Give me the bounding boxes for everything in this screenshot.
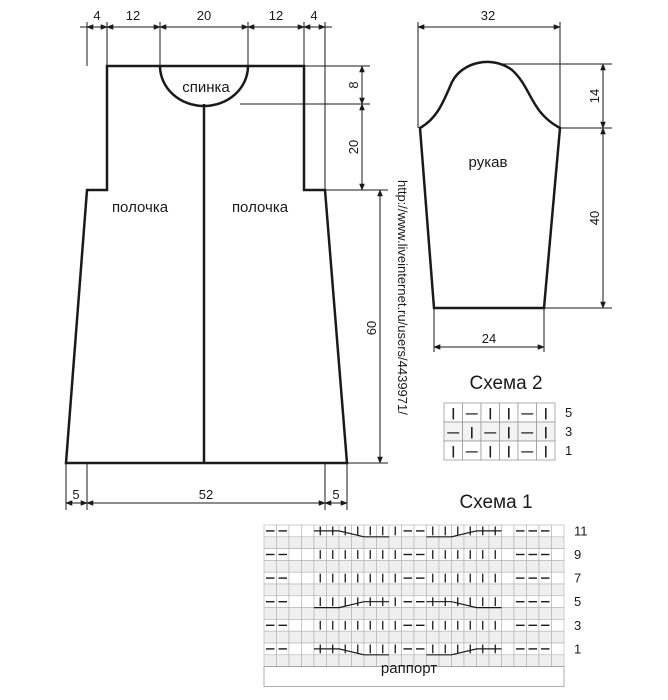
scheme1-cell xyxy=(302,596,315,608)
scheme1-cell xyxy=(277,631,290,643)
scheme1-cell xyxy=(264,584,277,596)
scheme1-cell xyxy=(489,560,502,572)
scheme1-cell xyxy=(289,537,302,549)
scheme1-cell xyxy=(302,525,315,537)
scheme1-cell xyxy=(302,584,315,596)
scheme1-cell xyxy=(352,608,365,620)
scheme1-cell xyxy=(439,584,452,596)
scheme1-cell xyxy=(377,608,390,620)
scheme1-cell xyxy=(327,537,340,549)
scheme1-cell xyxy=(289,608,302,620)
dim-neck-depth: 8 xyxy=(346,81,361,89)
scheme1-cell xyxy=(502,631,515,643)
scheme2-row-number: 3 xyxy=(565,424,573,439)
knit-symbol: | xyxy=(507,425,511,439)
scheme1-cell xyxy=(302,631,315,643)
scheme1-cell xyxy=(364,608,377,620)
scheme1-cell xyxy=(402,608,415,620)
purl-symbol: — xyxy=(521,425,534,439)
scheme1-cell xyxy=(277,655,290,667)
scheme1-cell xyxy=(289,584,302,596)
scheme1-cell xyxy=(502,549,515,561)
scheme1-cell xyxy=(514,655,527,667)
scheme1-row-number: 9 xyxy=(574,547,582,562)
scheme1-cell xyxy=(302,537,315,549)
scheme1-cell xyxy=(464,608,477,620)
scheme1-cell xyxy=(377,537,390,549)
scheme1-row-number: 1 xyxy=(574,641,582,657)
scheme1-cell xyxy=(502,608,515,620)
scheme1-cell xyxy=(402,537,415,549)
purl-symbol: — xyxy=(465,406,478,420)
scheme1-cell xyxy=(264,631,277,643)
scheme1-cell xyxy=(502,596,515,608)
dim-top-4: 4 xyxy=(310,8,318,23)
purl-symbol: — xyxy=(465,444,478,458)
scheme1-cell xyxy=(502,525,515,537)
scheme1-cell xyxy=(339,584,352,596)
label-back: спинка xyxy=(182,79,230,96)
scheme1-cell xyxy=(302,572,315,584)
watermark-url: http://www.liveinternet.ru/users/4439971/ xyxy=(395,180,410,415)
scheme1-cell xyxy=(552,549,565,561)
scheme1-cell xyxy=(302,619,315,631)
purl-symbol: — xyxy=(521,444,534,458)
repeat-label: раппорт xyxy=(380,660,438,677)
scheme1-cell xyxy=(414,537,427,549)
scheme1-cell xyxy=(452,608,465,620)
scheme1-cell xyxy=(464,631,477,643)
scheme1-cell xyxy=(464,537,477,549)
scheme1-cell xyxy=(552,631,565,643)
sleeve-outline xyxy=(420,62,560,308)
scheme1-cell xyxy=(364,537,377,549)
knit-symbol: | xyxy=(451,444,455,458)
scheme1-cell xyxy=(289,525,302,537)
scheme1-cell xyxy=(452,560,465,572)
scheme1-cell xyxy=(389,608,402,620)
label-sleeve: рукав xyxy=(468,154,508,171)
scheme1-cell xyxy=(377,584,390,596)
scheme1-cell xyxy=(277,608,290,620)
scheme1-cell xyxy=(302,608,315,620)
scheme1-cell xyxy=(477,560,490,572)
scheme1-cell xyxy=(514,608,527,620)
purl-symbol: — xyxy=(484,425,497,439)
scheme1-cell xyxy=(514,537,527,549)
scheme1-cell xyxy=(477,537,490,549)
scheme1-cell xyxy=(427,584,440,596)
scheme1-cell xyxy=(439,608,452,620)
scheme1-cell xyxy=(452,631,465,643)
scheme1-cell xyxy=(364,584,377,596)
scheme1-cell xyxy=(539,631,552,643)
scheme1-cell xyxy=(289,596,302,608)
scheme1-cell xyxy=(489,537,502,549)
scheme1-cell xyxy=(352,584,365,596)
scheme1-cell xyxy=(289,655,302,667)
scheme1-cell xyxy=(314,537,327,549)
purl-symbol: — xyxy=(447,425,460,439)
scheme1-cell xyxy=(464,560,477,572)
dim-sleeve-length: 40 xyxy=(587,210,602,226)
scheme1-cell xyxy=(477,631,490,643)
scheme1-cell xyxy=(377,631,390,643)
scheme1-cell xyxy=(264,608,277,620)
dim-bottom-1: 52 xyxy=(198,487,214,502)
scheme1-cell xyxy=(314,655,327,667)
scheme1-cell xyxy=(464,584,477,596)
scheme1-cell xyxy=(502,572,515,584)
sleeve-piece xyxy=(420,62,560,308)
knit-symbol: | xyxy=(470,425,474,439)
scheme1-cell xyxy=(427,631,440,643)
dim-bottom-0: 5 xyxy=(72,487,80,502)
body-piece xyxy=(66,66,347,463)
dim-length: 60 xyxy=(364,320,379,336)
scheme1-cell xyxy=(302,549,315,561)
scheme1-cell xyxy=(339,608,352,620)
scheme1-cell xyxy=(527,655,540,667)
scheme1-cell xyxy=(552,560,565,572)
scheme1-cell xyxy=(502,643,515,655)
scheme1-row-number: 7 xyxy=(574,570,582,586)
scheme1-cell xyxy=(439,560,452,572)
scheme1-cell xyxy=(527,584,540,596)
scheme1-cell xyxy=(414,631,427,643)
scheme1-cell xyxy=(264,655,277,667)
scheme1-cell xyxy=(389,631,402,643)
scheme1-cell xyxy=(327,560,340,572)
scheme1-cell xyxy=(389,537,402,549)
scheme1-cell xyxy=(552,596,565,608)
scheme1-cell xyxy=(539,608,552,620)
scheme1-cell xyxy=(314,560,327,572)
scheme2-title: Схема 2 xyxy=(469,373,543,394)
scheme1-cell xyxy=(552,643,565,655)
scheme1-cell xyxy=(539,537,552,549)
scheme1-cell xyxy=(277,537,290,549)
scheme1-cell xyxy=(289,643,302,655)
scheme1-cell xyxy=(277,584,290,596)
scheme1-cell xyxy=(352,655,365,667)
scheme1-cell xyxy=(402,631,415,643)
scheme1-cell xyxy=(289,572,302,584)
scheme1-cell xyxy=(527,631,540,643)
scheme1-cell xyxy=(489,655,502,667)
scheme1-cell xyxy=(302,560,315,572)
scheme1-cell xyxy=(389,560,402,572)
scheme1-cell xyxy=(452,584,465,596)
dim-top-3: 12 xyxy=(268,8,284,23)
scheme1-cell xyxy=(502,560,515,572)
scheme1-cell xyxy=(402,584,415,596)
scheme1-cell xyxy=(427,537,440,549)
scheme1-cell xyxy=(327,608,340,620)
scheme1-cell xyxy=(289,560,302,572)
scheme1-row-number: 5 xyxy=(574,594,582,610)
scheme1-cell xyxy=(552,584,565,596)
scheme1-cell xyxy=(464,655,477,667)
knit-symbol: | xyxy=(544,406,548,420)
scheme1-cell xyxy=(439,537,452,549)
scheme2-grid xyxy=(444,403,572,460)
scheme1-cell xyxy=(552,619,565,631)
scheme1-cell xyxy=(477,608,490,620)
scheme1-cell xyxy=(502,584,515,596)
dim-sleeve-top: 32 xyxy=(480,8,496,23)
scheme1-cell xyxy=(352,537,365,549)
scheme1-cell xyxy=(502,619,515,631)
scheme1-cell xyxy=(352,560,365,572)
dim-sleeve-bottom: 24 xyxy=(481,331,497,346)
scheme1-cell xyxy=(489,631,502,643)
scheme1-cell xyxy=(289,631,302,643)
scheme1-cell xyxy=(452,655,465,667)
dim-top-2: 20 xyxy=(196,8,212,23)
scheme1-cell xyxy=(489,584,502,596)
scheme1-cell xyxy=(514,631,527,643)
scheme1-cell xyxy=(302,655,315,667)
scheme1-cell xyxy=(327,584,340,596)
scheme1-cell xyxy=(364,655,377,667)
scheme1-title: Схема 1 xyxy=(459,492,533,513)
scheme1-cell xyxy=(552,608,565,620)
scheme1-cell xyxy=(339,631,352,643)
scheme1-cell xyxy=(277,560,290,572)
dim-bottom-2: 5 xyxy=(332,487,340,502)
scheme1-cell xyxy=(289,549,302,561)
scheme1-cell xyxy=(314,631,327,643)
scheme1-cell xyxy=(527,560,540,572)
scheme1-cell xyxy=(502,537,515,549)
scheme1-cell xyxy=(427,608,440,620)
scheme1-cell xyxy=(552,655,565,667)
scheme1-cell xyxy=(414,608,427,620)
scheme1-cell xyxy=(477,584,490,596)
scheme1-cell xyxy=(302,643,315,655)
knit-symbol: | xyxy=(544,425,548,439)
scheme1-cell xyxy=(414,560,427,572)
scheme1-cell xyxy=(502,655,515,667)
scheme1-cell xyxy=(314,608,327,620)
scheme1-cell xyxy=(452,537,465,549)
knit-symbol: | xyxy=(544,444,548,458)
knit-symbol: | xyxy=(507,406,511,420)
scheme1-cell xyxy=(339,537,352,549)
scheme1-cell xyxy=(402,560,415,572)
label-front-right: полочка xyxy=(231,199,289,216)
scheme1-cell xyxy=(552,537,565,549)
scheme1-cell xyxy=(514,560,527,572)
knit-symbol: | xyxy=(507,444,511,458)
scheme1-cell xyxy=(264,537,277,549)
scheme1-cell xyxy=(289,619,302,631)
scheme1-cell xyxy=(339,560,352,572)
scheme1-cell xyxy=(352,631,365,643)
scheme1-cell xyxy=(539,655,552,667)
scheme1-cell xyxy=(264,560,277,572)
scheme1-cell xyxy=(477,655,490,667)
right-dimensions xyxy=(240,66,388,463)
body-outline xyxy=(66,66,347,463)
scheme1-cell xyxy=(364,631,377,643)
scheme1-row-number: 3 xyxy=(574,617,582,633)
knit-symbol: | xyxy=(488,444,492,458)
scheme1-cell xyxy=(389,584,402,596)
scheme1-cell xyxy=(552,572,565,584)
scheme1-cell xyxy=(539,584,552,596)
scheme1-cell xyxy=(314,584,327,596)
scheme1-row-number: 11 xyxy=(574,523,588,539)
dim-armhole: 20 xyxy=(346,139,361,155)
scheme1-cell xyxy=(514,584,527,596)
scheme1-cell xyxy=(377,560,390,572)
scheme1-cell xyxy=(414,584,427,596)
label-front-left: полочка xyxy=(111,199,169,216)
scheme1-cell xyxy=(427,560,440,572)
scheme2-row-number: 5 xyxy=(565,405,573,420)
scheme1-cell xyxy=(552,525,565,537)
scheme1-cell xyxy=(439,655,452,667)
scheme1-cell xyxy=(327,655,340,667)
knit-symbol: | xyxy=(488,406,492,420)
scheme1-cell xyxy=(489,608,502,620)
dim-top-1: 12 xyxy=(125,8,141,23)
scheme1-cell xyxy=(364,560,377,572)
scheme1-cell xyxy=(439,631,452,643)
scheme1-cell xyxy=(327,631,340,643)
scheme1-cell xyxy=(527,537,540,549)
dim-sleeve-cap: 14 xyxy=(587,88,602,104)
dim-top-0: 4 xyxy=(93,8,101,23)
purl-symbol: — xyxy=(521,406,534,420)
knit-symbol: | xyxy=(451,406,455,420)
scheme1-cell xyxy=(539,560,552,572)
scheme1-cell xyxy=(339,655,352,667)
scheme1-cell xyxy=(527,608,540,620)
scheme2-row-number: 1 xyxy=(565,443,573,458)
